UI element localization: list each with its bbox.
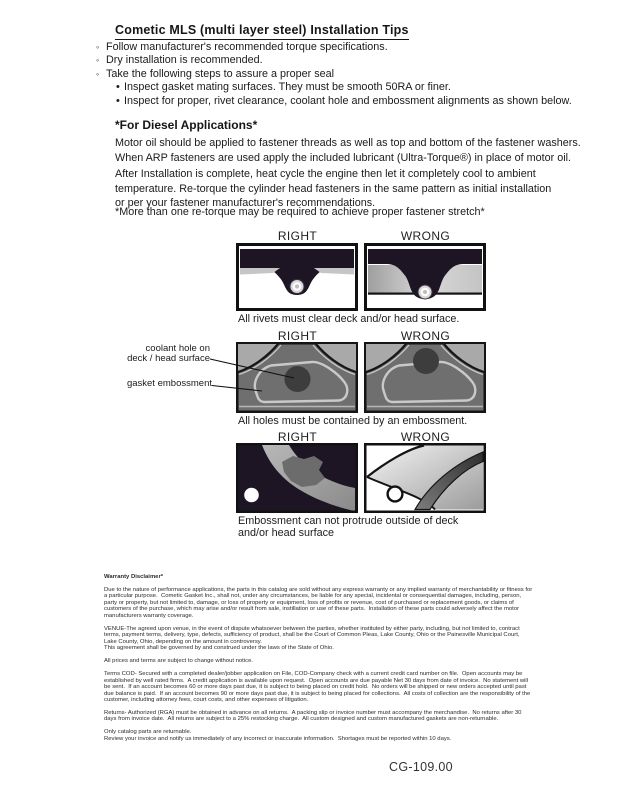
legal-paragraph: VENUE-The agreed upon venue, in the event of dispute whatsoever between the parties, whether instituted by either party, including, but not limited to, contract terms, payment terms, delivery, type, defects, sufficiency of product, shall be the Court of Common Pleas, Lake County, Ohio or the Painesville Municipal Court, Lake County, Ohio, depending on the amount in controversy.	[104, 625, 522, 645]
caption-line: Embossment can not protrude outside of deck	[238, 515, 459, 527]
annotation-line: gasket embossment	[126, 378, 212, 389]
dot-bullet-icon: •	[116, 81, 120, 94]
legal-paragraph: Due to the nature of performance applications, the parts in this catalog are sold without any express warranty or any implied warranty of merchantability or fitness for a particular purpose. Cometic Gasket Inc., shall not, under any circumstances, be liable for any special, incidental or consequential damages, including, person, party or property, but not limited to, damage, or loss of property or equipment, loss of profits or revenue, cost of purchased or replacement goods, or claims of customers of the purchase, which may arise and/or result from sale, instillation or use of these parts. Installation of these parts could adversely affect the motor manufacturers warranty coverage.	[104, 586, 534, 619]
annotation-pointer-lines	[205, 350, 305, 395]
list-item	[96, 68, 572, 81]
dot-bullet-icon: •	[116, 94, 120, 107]
fig1-wrong-diagram	[364, 243, 486, 311]
tip-text: Inspect for proper, rivet clearance, coolant hole and embossment alignments as shown below.	[124, 94, 572, 107]
circle-bullet-icon: ◦	[96, 68, 100, 79]
circle-bullet-icon: ◦	[96, 42, 100, 52]
annotation-line: coolant hole on	[145, 343, 210, 354]
caption-line: and/or head surface	[238, 527, 335, 539]
fig1-caption: All rivets must clear deck and/or head surface.	[238, 313, 460, 325]
paragraph-line: When ARP fasteners are used apply the included lubricant (Ultra-Torque®) in place of motor oil.	[115, 151, 572, 164]
fig3-right-label: RIGHT	[277, 430, 318, 444]
page-title: Cometic MLS (multi layer steel) Installation Tips	[115, 23, 409, 40]
fig3-wrong-diagram	[364, 443, 486, 513]
fig1-wrong-label: WRONG	[400, 229, 451, 243]
fig3-wrong-label: WRONG	[400, 430, 451, 444]
list-item	[96, 41, 572, 54]
legal-section	[104, 574, 533, 742]
fig2-right-label: RIGHT	[277, 329, 318, 343]
list-item	[96, 54, 572, 67]
fig2-caption: All holes must be contained by an embossment.	[238, 415, 468, 427]
diesel-heading: *For Diesel Applications*	[115, 118, 258, 132]
page-code: CG-109.00	[389, 760, 453, 774]
fig1-right-label: RIGHT	[277, 229, 318, 243]
gasket-embossment-annotation	[100, 379, 212, 389]
fig1-right-diagram	[236, 243, 358, 311]
paragraph-line: After Installation is complete, heat cycle the engine then let it completely cool to ambient	[115, 168, 536, 180]
fig2-wrong-diagram	[364, 342, 486, 413]
paragraph-line: temperature. Re-torque the cylinder head fasteners in the same pattern as initial installation	[115, 182, 552, 195]
fig3-caption	[238, 515, 458, 539]
tip-text: Inspect gasket mating surfaces. They must be smooth 50RA or finer.	[124, 81, 451, 94]
fig3-right-diagram	[236, 443, 358, 513]
tip-text: Follow manufacturer's recommended torque specifications.	[106, 41, 388, 53]
coolant-hole-annotation	[100, 344, 210, 364]
legal-paragraph: This agreement shall be governed by and construed under the laws of the State of Ohio.	[104, 645, 334, 652]
legal-paragraph: All prices and terms are subject to change without notice.	[104, 658, 253, 665]
list-item	[116, 95, 572, 108]
paragraph-line: Motor oil should be applied to fastener threads as well as top and bottom of the fastener washers.	[115, 137, 581, 149]
paragraph-line: or per your fastener manufacturer's recommendations.	[115, 197, 376, 210]
legal-paragraph: Returns- Authorized (RGA) must be obtained in advance on all returns. A packing slip or invoice number must accompany the merchandise. No returns after 30 days from invoice date. All returns are subject to a 25% restocking charge. All custom designed and custom manufactured gaskets are non-returnable.	[104, 709, 524, 723]
legal-paragraph: Only catalog parts are returnable.	[104, 729, 192, 736]
warranty-disclaimer-heading: Warranty Disclaimer*	[104, 574, 164, 580]
tip-text: Take the following steps to assure a proper seal	[106, 67, 335, 80]
legal-paragraph: Terms COD- Secured with a completed dealer/jobber application on File, COD-Company check with a current credit card number on file. Open accounts may be established by well rated firms. A credit application is available upon request. Open accounts are due payable Net 30 days from date of invoice. No statement will be sent. If an account becomes 60 or more days past due, it is subject to being placed on credit hold. No orders will be shipped or new orders accepted until past due balance is paid. If an account becomes 90 or more days past due, it is subject to being placed for collections. All costs of collection are the responsibility of the customer, including attorney fees, court costs, and other expenses of litigation.	[104, 671, 532, 704]
diesel-paragraph-1	[115, 136, 581, 165]
tips-list	[96, 41, 572, 108]
list-item	[116, 81, 572, 94]
retorque-note: *More than one re-torque may be required to achieve proper fastener stretch*	[115, 206, 485, 218]
diesel-paragraph-2	[115, 167, 551, 211]
annotation-line: deck / head surface	[127, 352, 210, 364]
legal-paragraph: Review your invoice and notify us immediately of any incorrect or inaccurate information. Shortages must be reported within 10 days.	[104, 735, 452, 742]
circle-bullet-icon: ◦	[96, 55, 100, 66]
fig2-wrong-label: WRONG	[400, 329, 451, 343]
tip-text: Dry installation is recommended.	[106, 54, 263, 67]
